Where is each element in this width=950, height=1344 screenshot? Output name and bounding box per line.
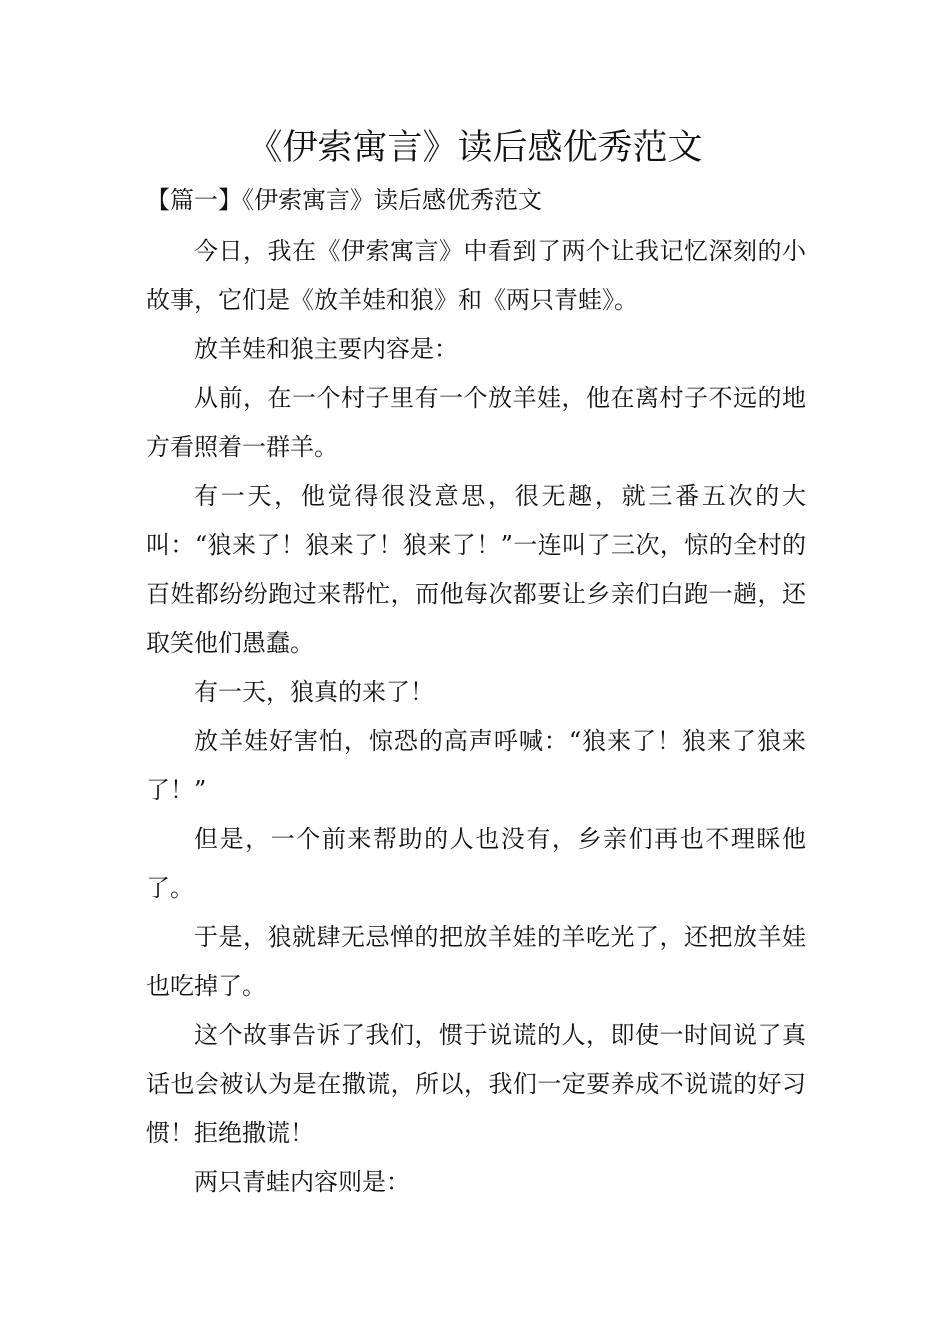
paragraph: 有一天，他觉得很没意思，很无趣，就三番五次的大叫：“狼来了！狼来了！狼来了！”一连叫了三次，惊的全村的百姓都纷纷跑过来帮忙，而他每次都要让乡亲们白跑一趟，还取笑他们愚蠢。 bbox=[146, 482, 806, 657]
paragraph: 放羊娃和狼主要内容是： bbox=[194, 335, 458, 363]
paragraph: 放羊娃好害怕，惊恐的高声呼喊：“狼来了！狼来了狼来了！” bbox=[146, 727, 806, 804]
paragraph: 有一天，狼真的来了！ bbox=[194, 678, 434, 706]
paragraph: 这个故事告诉了我们，惯于说谎的人，即使一时间说了真话也会被认为是在撒谎，所以，我们一定要养成不说谎的好习惯！拒绝撒谎！ bbox=[146, 1021, 806, 1147]
paragraph: 但是，一个前来帮助的人也没有，乡亲们再也不理睬他了。 bbox=[146, 825, 806, 902]
section-heading: 【篇一】《伊索寓言》读后感优秀范文 bbox=[146, 186, 542, 214]
paragraph: 两只青蛙内容则是： bbox=[194, 1168, 410, 1196]
paragraph: 从前，在一个村子里有一个放羊娃，他在离村子不远的地方看照着一群羊。 bbox=[146, 384, 806, 461]
paragraph: 于是，狼就肆无忌惮的把放羊娃的羊吃光了，还把放羊娃也吃掉了。 bbox=[146, 923, 806, 1000]
paragraph: 今日，我在《伊索寓言》中看到了两个让我记忆深刻的小故事，它们是《放羊娃和狼》和《两只青蛙》。 bbox=[146, 237, 806, 314]
document-title: 《伊索寓言》读后感优秀范文 bbox=[247, 128, 703, 168]
document-body bbox=[146, 227, 806, 1207]
